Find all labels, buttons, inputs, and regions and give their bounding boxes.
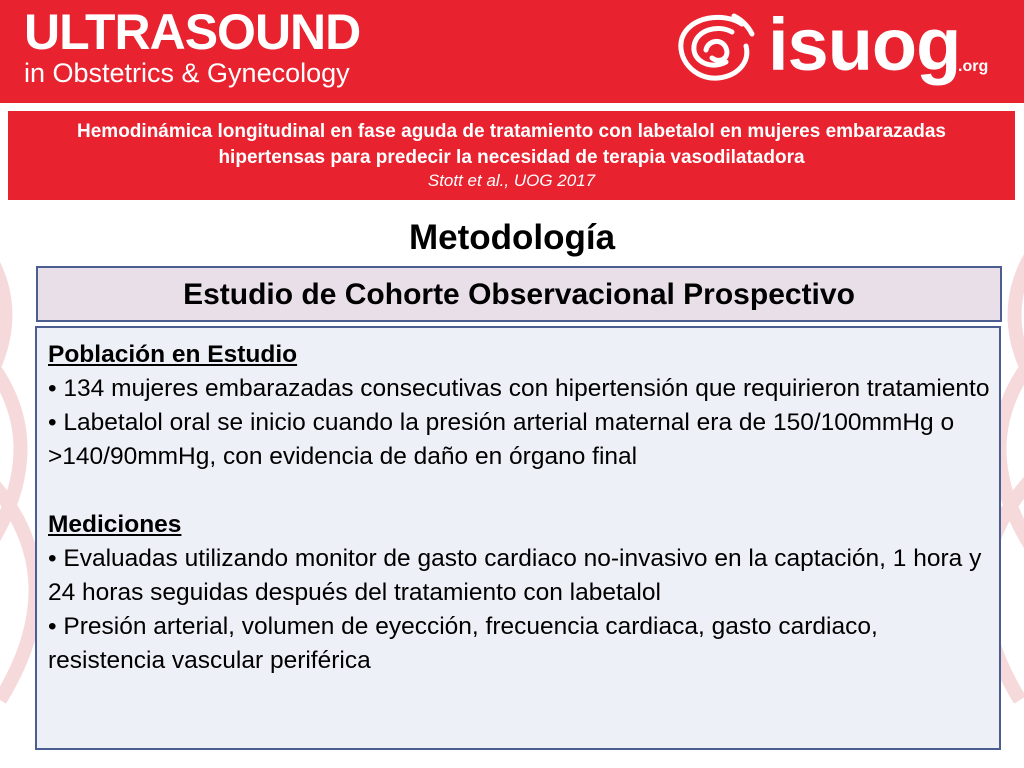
article-citation: Stott et al., UOG 2017 bbox=[427, 171, 596, 190]
logo-suffix: .org bbox=[958, 58, 989, 75]
header-bar bbox=[0, 0, 1024, 103]
population-bullet: • Labetalol oral se inicio cuando la presión arterial maternal era de 150/100mmHg o >140/90mmHg, con evidencia de daño en órgano final bbox=[48, 409, 955, 470]
article-title: Hemodinámica longitudinal en fase aguda de tratamiento con labetalol en mujeres embarazadas hipertensas para predecir la necesidad de terapia vasodilatadora bbox=[77, 121, 946, 168]
measurements-bullet: • Presión arterial, volumen de eyección, frecuencia cardiaca, gasto cardiaco, resistencia vascular periférica bbox=[48, 613, 878, 674]
spacer bbox=[48, 474, 993, 508]
brand-title: ULTRASOUND bbox=[24, 4, 361, 60]
content-body bbox=[48, 338, 993, 678]
measurements-heading: Mediciones bbox=[48, 511, 182, 538]
section-title: Metodología bbox=[408, 218, 616, 257]
article-banner bbox=[8, 111, 1015, 200]
content-box bbox=[35, 326, 1001, 750]
population-bullet: • 134 mujeres embarazadas consecutivas con hipertensión que requirieron tratamiento bbox=[48, 375, 990, 402]
brand-subtitle: in Obstetrics & Gynecology bbox=[24, 58, 350, 88]
logo-wordmark: isuog bbox=[768, 3, 961, 86]
population-heading: Población en Estudio bbox=[48, 341, 298, 368]
measurements-bullet: • Evaluadas utilizando monitor de gasto cardiaco no-invasivo en la captación, 1 hora y 24 horas seguidas después del tratamiento con labetalol bbox=[48, 545, 982, 606]
study-type-box: Estudio de Cohorte Observacional Prospectivo bbox=[36, 266, 1002, 322]
isuog-emblem-icon bbox=[672, 10, 758, 86]
